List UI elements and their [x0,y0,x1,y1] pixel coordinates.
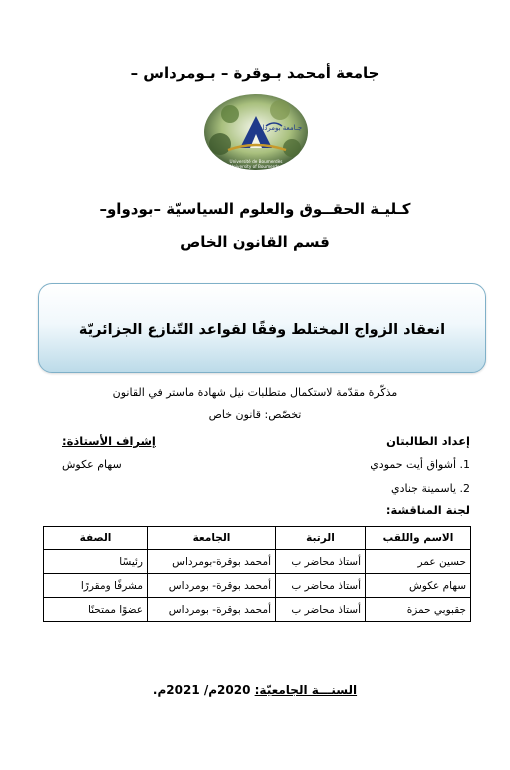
table-cell: مشرفًا ومقررًا [44,574,148,598]
table-cell: جقبوبي حمزة [366,598,471,622]
student-item: 2. ياسمينة جنادي [391,482,470,495]
table-cell: أستاذ محاضر ب [276,550,366,574]
table-cell: أمحمد بوقرة- بومرداس [148,574,276,598]
table-cell: أمحمد بوقرة- بومرداس [148,598,276,622]
committee-table [43,526,471,622]
table-header-cell: الجامعة [148,527,276,550]
academic-year-value: 2020م/ 2021م. [152,683,255,697]
table-row [44,550,471,574]
table-header-cell: الرتبة [276,527,366,550]
table-cell: أستاذ محاضر ب [276,598,366,622]
table-cell: رئيسًا [44,550,148,574]
table-cell: حسين عمر [366,550,471,574]
table-cell: أستاذ محاضر ب [276,574,366,598]
table-row [44,598,471,622]
committee-label: لجنة المناقشة: [385,503,470,517]
logo-arabic-text: جـامعة بومرداس [253,124,303,132]
faculty-name: كـليـة الحقــوق والعلوم السياسيّة –بودواو– [99,200,411,218]
table-cell: أمحمد بوقرة-بومرداس [148,550,276,574]
table-cell: سهام عكوش [366,574,471,598]
table-header-row [44,527,471,550]
logo-latin-line1: Université de Boumerdès [229,159,283,164]
table-row [44,574,471,598]
thesis-title: انعقاد الزواج المختلط وفقًا لقواعد التّنازع الجزائريّة [78,322,446,338]
students-label: إعداد الطالبتان [386,434,470,448]
department-name: قسم القانون الخاص [180,233,330,251]
academic-year [0,683,510,697]
table-header-cell: الاسم واللقب [366,527,471,550]
thesis-title-box [38,283,486,373]
university-logo [200,92,312,174]
supervisor-label: إشراف الأستاذة: [62,434,156,448]
memo-description: مذكّرة مقدّمة لاستكمال متطلبات نيل شهادة ماستر في القانون [112,386,398,399]
academic-year-label: السنـــة الجامعيّة: [254,683,358,697]
supervisor-name: سهام عكوش [62,458,122,471]
table-cell: عضوًا ممتحنًا [44,598,148,622]
logo-latin-line2: University of Boumerdes [230,164,282,169]
specialization: تخصّص: قانون خاص [208,408,302,421]
student-item: 1. أشواق أيت حمودي [370,458,470,471]
table-header-cell: الصفة [44,527,148,550]
university-name: جامعة أمحمد بـوقرة – بـومرداس – [130,64,380,82]
